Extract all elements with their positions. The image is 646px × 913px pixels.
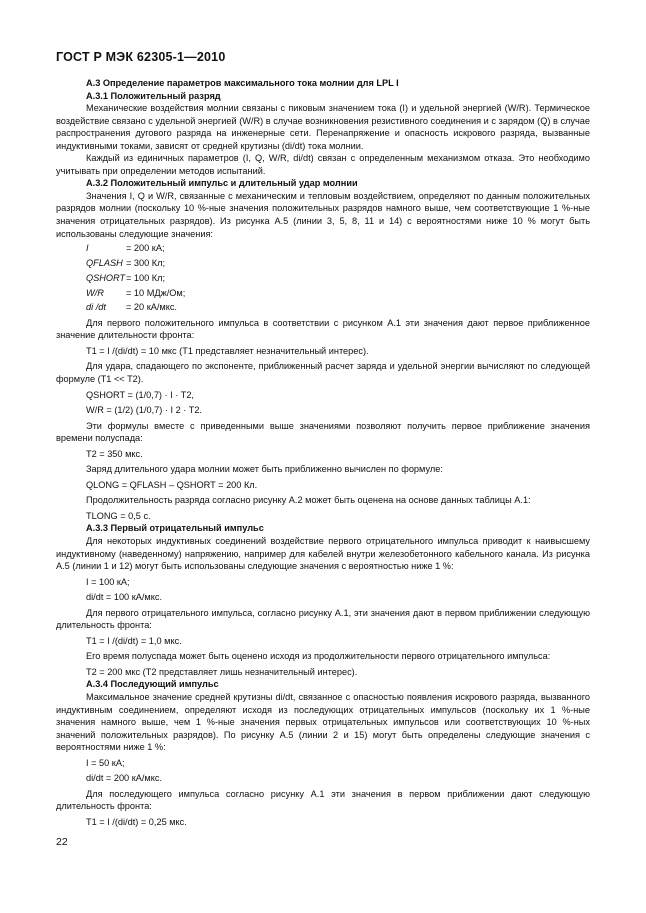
formula-line: I = 50 кА; (86, 757, 125, 768)
value-text: = 20 кА/мкс. (126, 302, 177, 313)
value-row (56, 301, 590, 314)
value-row (56, 287, 590, 300)
value-row (56, 272, 590, 285)
formula-line: T1 = I /(di/dt) = 10 мкс (T1 представляет незначительный интерес). (86, 345, 369, 356)
formula-line: di/dt = 200 кА/мкс. (86, 773, 163, 784)
formula-line: I = 100 кА; (86, 576, 130, 587)
paragraph: Для первого положительного импульса в соответствии с рисунком А.1 эти значения дают первое приближенное значение длительности фронта: (56, 317, 590, 341)
section-heading: А.3.4 Последующий импульс (86, 679, 219, 690)
value-text: = 100 Кл; (126, 272, 166, 283)
value-label: W/R (86, 287, 104, 298)
paragraph: Механические воздействия молнии связаны с пиковым значением тока (I) и удельной энергией (W/R). Термическое воздействие связано с удельной энергией (W/R) в случае возникновения резистивного соединения и с зарядом (Q) в случае распространения дугового разряда на инженерные сети. Перенапряжение и опасность искрового разряда, вызванные индуктивными токами, зависят от средней крутизны (di/dt) тока молнии. (56, 103, 590, 151)
formula-line: T2 = 350 мкс. (86, 448, 143, 459)
document-body (56, 77, 590, 828)
page-number: 22 (56, 836, 68, 848)
value-label: QFLASH (86, 258, 123, 269)
formula-line: T1 = I /(di/dt) = 1,0 мкс. (86, 635, 182, 646)
paragraph: Максимальное значение средней крутизны di/dt, связанное с опасностью появления искрового разряда, вызванного индуктивным соединением, определяют исходя из последующих отрицательных импульсов (поскольку их 1 %-ные значения намного выше, чем 1 %-ные значения первых отрицательных импульсов или соответствующих 10 %-ных значений положительных разрядов). По рисунку А.5 (линии 2 и 15) могут быть определены следующие значения с вероятностями ниже 1 %: (56, 692, 590, 753)
formula-line: QLONG = QFLASH – QSHORT = 200 Кл. (86, 479, 258, 490)
paragraph: Для первого отрицательного импульса, согласно рисунку А.1, эти значения дают в первом приближении следующую длительность фронта: (56, 607, 590, 631)
value-label: I (86, 243, 89, 254)
formula-line: T2 = 200 мкс (T2 представляет лишь незначительный интерес). (86, 666, 358, 677)
section-heading: А.3.3 Первый отрицательный импульс (86, 523, 264, 534)
paragraph: Каждый из единичных параметров (I, Q, W/R, di/dt) связан с определенным механизмом отказа. Это необходимо учитывать при определении методов испытаний. (56, 153, 590, 176)
paragraph: Для последующего импульса согласно рисунку А.1 эти значения в первом приближении дают следующую длительность фронта: (56, 788, 590, 812)
formula-line: W/R = (1/2) (1/0,7) · I 2 · T2. (86, 405, 202, 416)
paragraph: Эти формулы вместе с приведенными выше значениями позволяют получить первое приближение значения времени полуспада: (56, 420, 590, 444)
section-heading: А.3.1 Положительный разряд (86, 90, 221, 101)
formula-line: QSHORT = (1/0,7) · I · T2, (86, 389, 194, 400)
value-text: = 200 кА; (126, 243, 165, 254)
paragraph: Для удара, спадающего по экспоненте, приближенный расчет заряда и удельной энергии вычисляют по следующей формуле (T1 << T2). (56, 361, 590, 384)
section-heading: А.3.2 Положительный импульс и длительный удар молнии (86, 178, 358, 189)
formula-line: di/dt = 100 кА/мкс. (86, 592, 163, 603)
value-row (56, 257, 590, 270)
paragraph: Заряд длительного удара молнии может быть приближенно вычислен по формуле: (86, 464, 443, 475)
value-text: = 300 Кл; (126, 258, 166, 269)
section-heading: А.3 Определение параметров максимального тока молнии для LPL I (86, 78, 399, 88)
paragraph: Его время полуспада может быть оценено исходя из продолжительности первого отрицательного импульса: (86, 651, 551, 662)
value-row (56, 242, 590, 255)
formula-line: TLONG = 0,5 с. (86, 510, 151, 521)
paragraph: Значения I, Q и W/R, связанные с механическим и тепловым воздействием, определяют по данным положительных разрядов молнии (поскольку 10 %-ные значения положительных разрядов намного выше, чем соответствующие 1 %-ные значения отрицательных разрядов). Из рисунка А.5 (линии 3, 5, 8, 11 и 14) с вероятностями ниже 10 % могут быть использованы следующие значения: (56, 190, 590, 239)
formula-line: T1 = I /(di/dt) = 0,25 мкс. (86, 816, 187, 827)
value-label: QSHORT (86, 272, 126, 283)
value-text: = 10 МДж/Ом; (126, 287, 186, 298)
document-header: ГОСТ Р МЭК 62305-1—2010 (56, 50, 226, 64)
paragraph: Продолжительность разряда согласно рисунку А.2 может быть оценена на основе данных таблицы А.1: (86, 495, 531, 506)
value-label: di /dt (86, 302, 106, 313)
paragraph: Для некоторых индуктивных соединений воздействие первого отрицательного импульса приводит к наивысшему индуктивному (наведенному) напряжению, например для кабелей внутри железобетонного кабельного канала. Из рисунка А.5 (линии 1 и 12) могут быть использованы следующие значения с вероятностью ниже 1 %: (56, 535, 590, 572)
